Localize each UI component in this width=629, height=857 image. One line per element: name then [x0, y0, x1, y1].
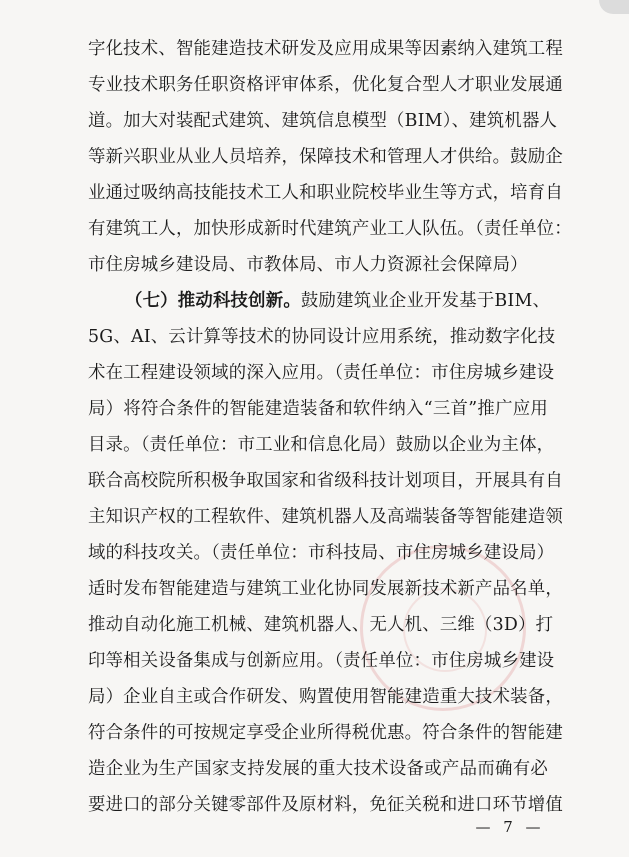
text-line: 域的科技攻关。（责任单位：市科技局、市住房城乡建设局）	[88, 543, 555, 563]
text-line: 业通过吸纳高技能技术工人和职业院校毕业生等方式，培育自	[88, 183, 563, 203]
text-line: 主知识产权的工程软件、建筑机器人及高端装备等智能建造领	[88, 507, 563, 527]
text-line: 目录。（责任单位：市工业和信息化局）鼓励以企业为主体，	[88, 435, 555, 455]
text-line: 术在工程建设领域的深入应用。（责任单位：市住房城乡建设	[88, 363, 555, 383]
page-number: — 7 —	[475, 818, 545, 836]
text-line: 道。加大对装配式建筑、建筑信息模型（BIM）、建筑机器人	[88, 111, 558, 131]
text-line: 专业技术职务任职资格评审体系，优化复合型人才职业发展通	[88, 75, 563, 95]
text-line: 有建筑工人，加快形成新时代建筑产业工人队伍。（责任单位：	[88, 219, 572, 239]
text-line: 符合条件的可按规定享受企业所得税优惠。符合条件的智能建	[88, 723, 563, 743]
section-heading: （七）推动科技创新。	[125, 291, 301, 311]
text-line: 推动自动化施工机械、建筑机器人、无人机、三维（3D）打	[88, 615, 554, 635]
text-line: 等新兴职业从业人员培养，保障技术和管理人才供给。鼓励企	[88, 147, 563, 167]
section-heading-line	[125, 284, 551, 319]
text-line: 局）企业自主或合作研发、购置使用智能建造重大技术装备，	[88, 687, 563, 707]
text-line: 字化技术、智能建造技术研发及应用成果等因素纳入建筑工程	[88, 39, 563, 59]
text-line: 要进口的部分关键零部件及原材料，免征关税和进口环节增值	[88, 795, 563, 815]
section-lead-text: 鼓励建筑业企业开发基于BIM、	[300, 291, 551, 311]
text-line: 市住房城乡建设局、市教体局、市人力资源社会保障局）	[88, 255, 528, 275]
corner-mark	[599, 0, 629, 14]
text-line: 5G、AI、云计算等技术的协同设计应用系统，推动数字化技	[88, 327, 556, 347]
text-line: 联合高校院所积极争取国家和省级科技计划项目，开展具有自	[88, 471, 563, 491]
text-line: 造企业为生产国家支持发展的重大技术设备或产品而确有必	[88, 759, 548, 779]
text-line: 印等相关设备集成与创新应用。（责任单位：市住房城乡建设	[88, 651, 555, 671]
text-line: 适时发布智能建造与建筑工业化协同发展新技术新产品名单，	[88, 579, 563, 599]
text-line: 局）将符合条件的智能建造装备和软件纳入“三首”推广应用	[88, 399, 548, 419]
